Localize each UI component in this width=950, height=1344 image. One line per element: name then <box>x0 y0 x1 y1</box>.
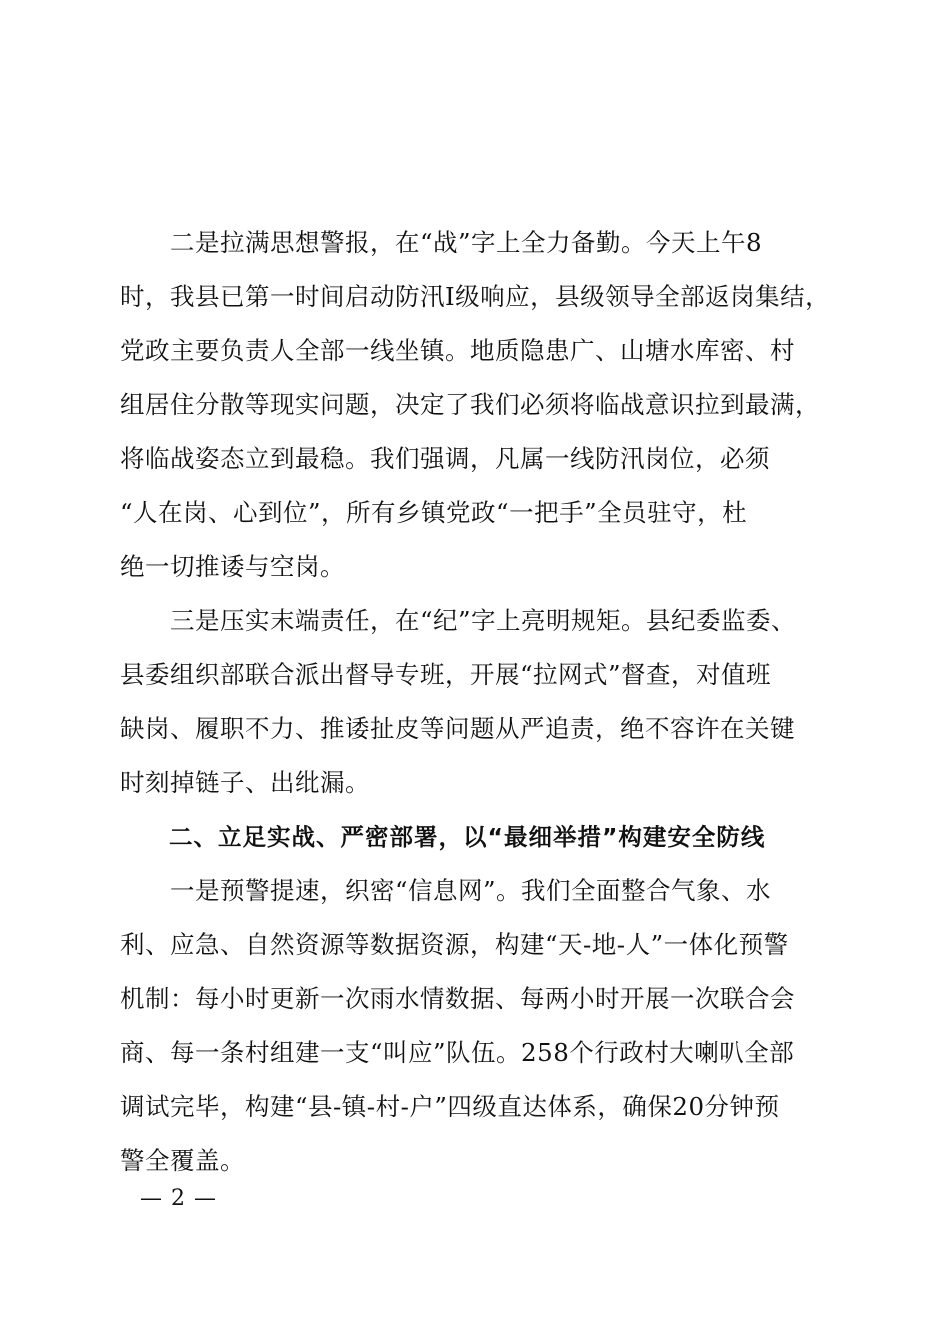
text-line: 绝一切推诿与空岗。 <box>120 552 345 581</box>
text-line: 商、每一条村组建一支“叫应”队伍。258个行政村大喇叭全部 <box>120 1038 795 1067</box>
text-line: 组居住分散等现实问题，决定了我们必须将临战意识拉到最满， <box>120 390 820 419</box>
text-line: 将临战姿态立到最稳。我们强调，凡属一线防汛岗位，必须 <box>120 444 770 473</box>
text-line: 缺岗、履职不力、推诿扯皮等问题从严追责，绝不容许在关键 <box>120 714 795 743</box>
page-number: — 2 — <box>140 1186 217 1211</box>
text-line: 警全覆盖。 <box>120 1146 245 1175</box>
text-line: 利、应急、自然资源等数据资源，构建“天-地-人”一体化预警 <box>120 930 789 959</box>
text-line: 县委组织部联合派出督导专班，开展“拉网式”督查，对值班 <box>120 660 772 689</box>
text-line: 调试完毕，构建“县-镇-村-户”四级直达体系，确保20分钟预 <box>120 1092 780 1121</box>
section-heading-line: 二、立足实战、严密部署，以“最细举措”构建安全防线 <box>120 823 766 851</box>
text-line: “人在岗、心到位”，所有乡镇党政“一把手”全员驻守，杜 <box>120 498 748 527</box>
text-line: 一是预警提速，织密“信息网”。我们全面整合气象、水 <box>120 876 772 905</box>
text-line: 机制：每小时更新一次雨水情数据、每两小时开展一次联合会 <box>120 984 795 1013</box>
text-line: 时，我县已第一时间启动防汛I级响应，县级领导全部返岗集结， <box>120 282 831 311</box>
text-line: 党政主要负责人全部一线坐镇。地质隐患广、山塘水库密、村 <box>120 336 795 365</box>
text-line: 三是压实末端责任，在“纪”字上亮明规矩。县纪委监委、 <box>120 606 797 635</box>
text-line: 时刻掉链子、出纰漏。 <box>120 768 370 797</box>
text-line: 二是拉满思想警报，在“战”字上全力备勤。今天上午8 <box>120 228 763 257</box>
